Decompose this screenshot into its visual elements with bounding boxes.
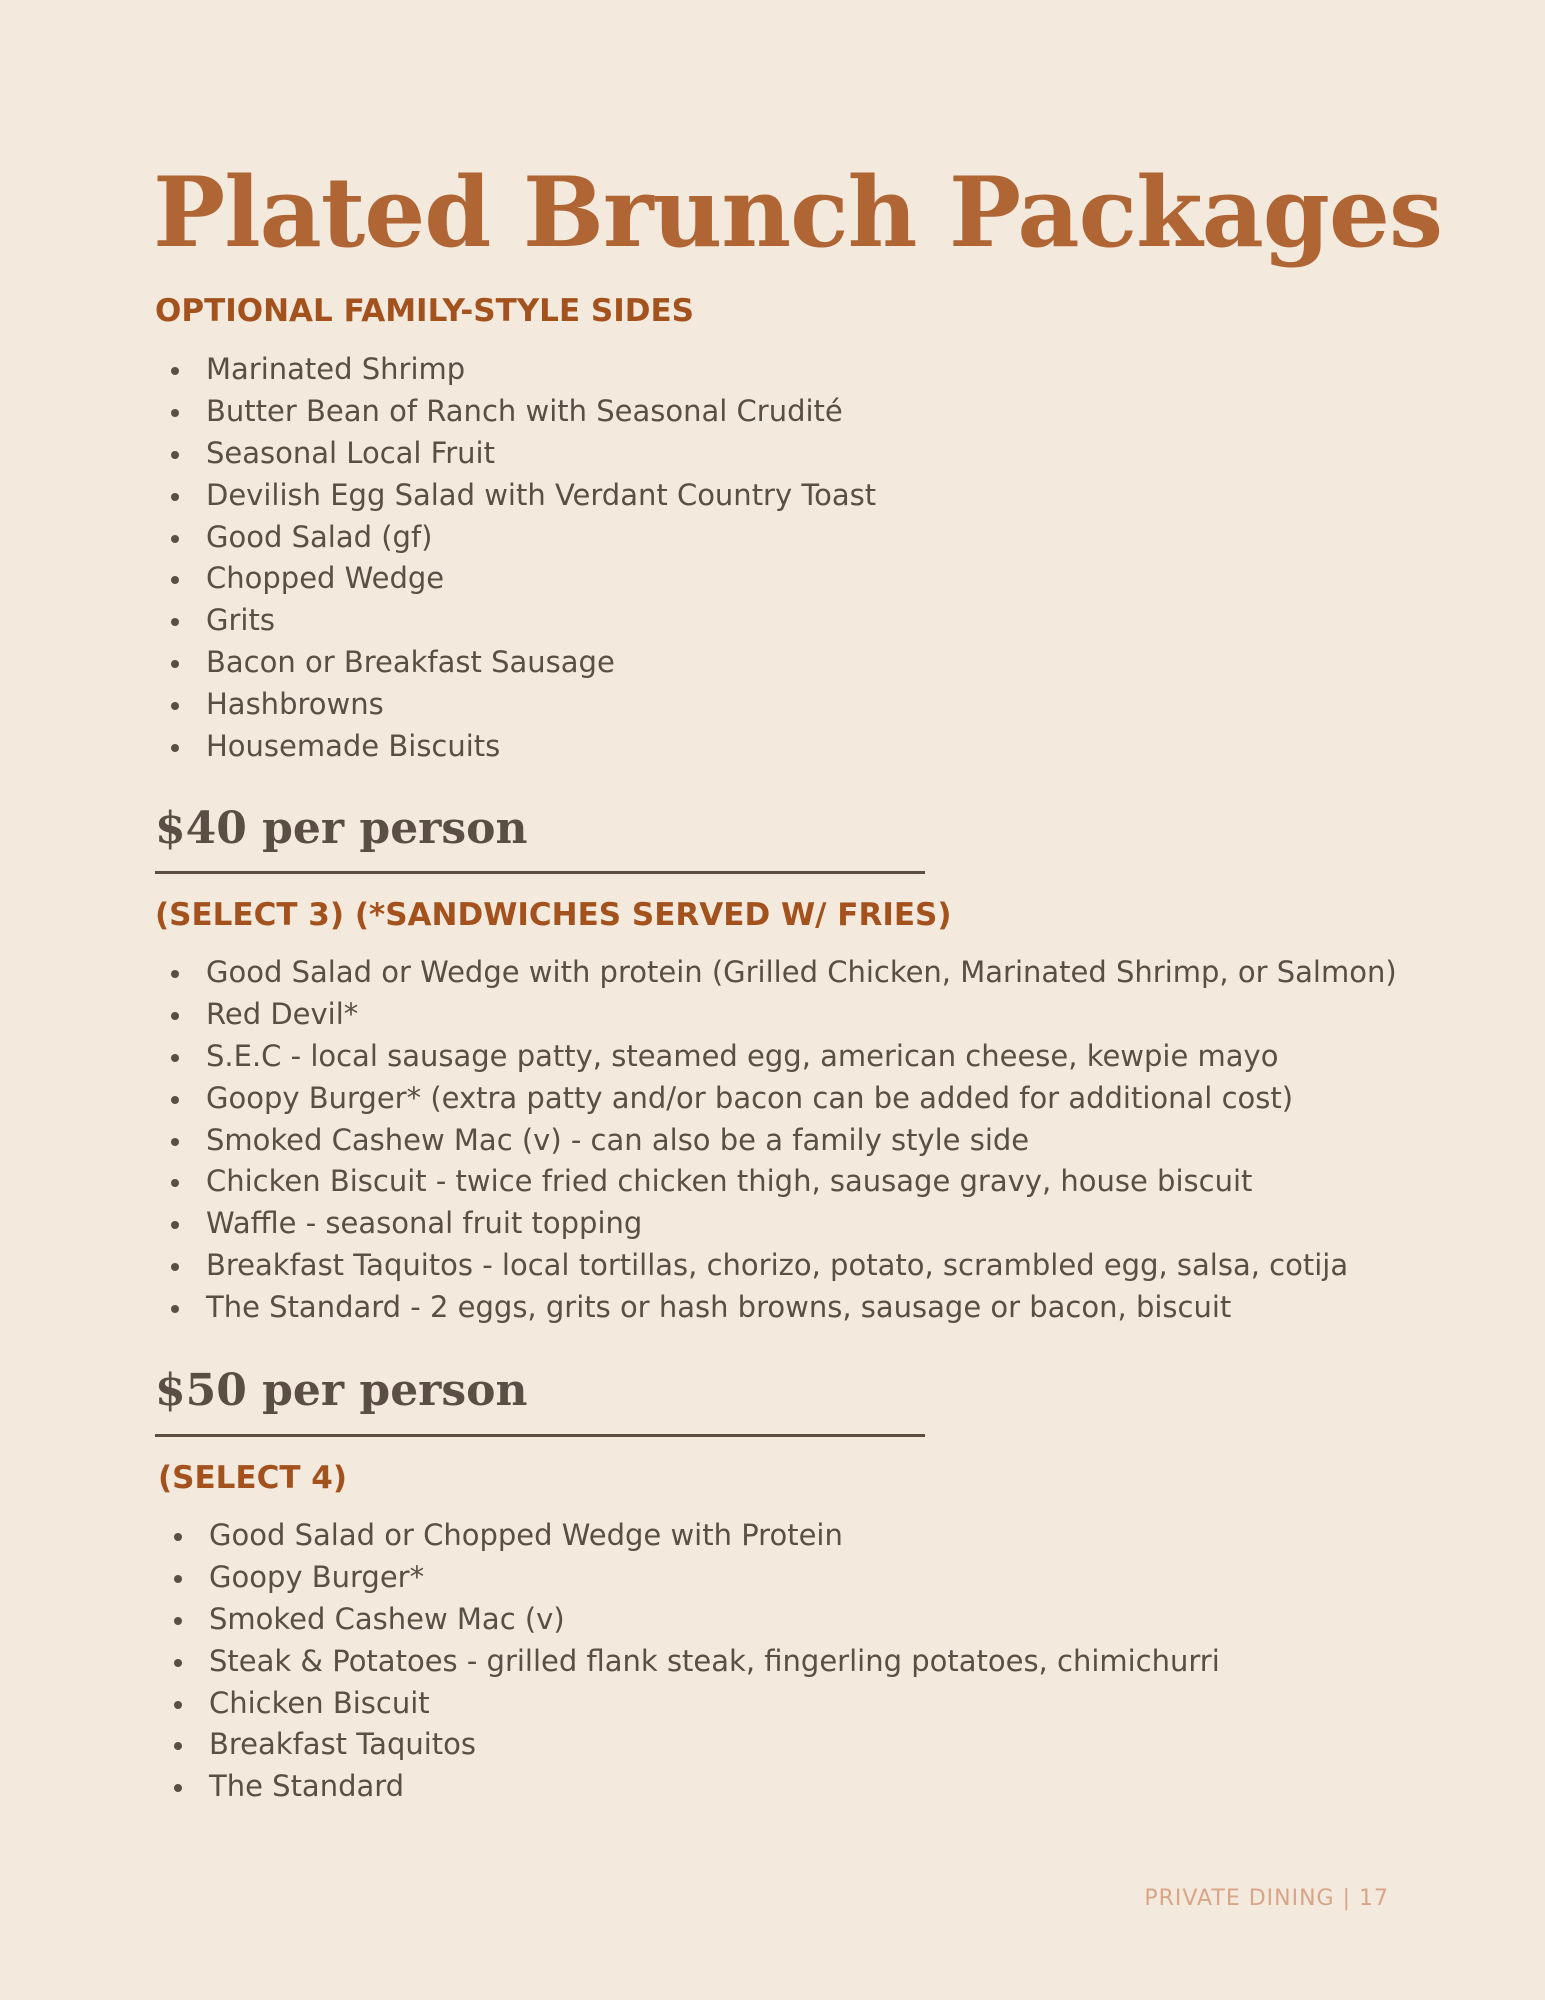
list-item: Devilish Egg Salad with Verdant Country Toast (168, 475, 876, 517)
list-item: Good Salad or Chopped Wedge with Protein (171, 1515, 1220, 1557)
list-item: Good Salad or Wedge with protein (Grilled Chicken, Marinated Shrimp, or Salmon) (168, 952, 1397, 994)
list-item: Goopy Burger* (extra patty and/or bacon can be added for additional cost) (168, 1078, 1397, 1120)
package-40-divider (155, 871, 925, 874)
package-50-price: $50 per person (155, 1365, 528, 1416)
package-40-heading: (SELECT 3) (*SANDWICHES SERVED W/ FRIES) (155, 897, 952, 933)
list-item: Hashbrowns (168, 684, 876, 726)
list-item: The Standard (171, 1766, 1220, 1808)
list-item: Waffle - seasonal fruit topping (168, 1203, 1397, 1245)
sides-list (168, 349, 876, 768)
list-item: Chicken Biscuit (171, 1683, 1220, 1725)
list-item: Breakfast Taquitos - local tortillas, chorizo, potato, scrambled egg, salsa, cotija (168, 1245, 1397, 1287)
list-item: Steak & Potatoes - grilled flank steak, fingerling potatoes, chimichurri (171, 1641, 1220, 1683)
package-40-list (168, 952, 1397, 1329)
list-item: Red Devil* (168, 994, 1397, 1036)
list-item: Breakfast Taquitos (171, 1724, 1220, 1766)
list-item: Grits (168, 600, 876, 642)
list-item: Butter Bean of Ranch with Seasonal Crudité (168, 391, 876, 433)
list-item: Seasonal Local Fruit (168, 433, 876, 475)
list-item: Housemade Biscuits (168, 726, 876, 768)
package-40-price: $40 per person (155, 803, 528, 854)
package-50-divider (155, 1434, 925, 1437)
list-item: Chopped Wedge (168, 558, 876, 600)
list-item: Goopy Burger* (171, 1557, 1220, 1599)
sides-heading: OPTIONAL FAMILY-STYLE SIDES (155, 293, 695, 329)
page-title: Plated Brunch Packages (153, 156, 1443, 269)
list-item: Smoked Cashew Mac (v) (171, 1599, 1220, 1641)
page-footer: PRIVATE DINING | 17 (1144, 1886, 1389, 1911)
package-50-heading: (SELECT 4) (158, 1460, 348, 1496)
list-item: Chicken Biscuit - twice fried chicken thigh, sausage gravy, house biscuit (168, 1161, 1397, 1203)
list-item: S.E.C - local sausage patty, steamed egg, american cheese, kewpie mayo (168, 1036, 1397, 1078)
list-item: Marinated Shrimp (168, 349, 876, 391)
list-item: Bacon or Breakfast Sausage (168, 642, 876, 684)
list-item: Good Salad (gf) (168, 517, 876, 559)
list-item: Smoked Cashew Mac (v) - can also be a family style side (168, 1120, 1397, 1162)
package-50-list (171, 1515, 1220, 1808)
list-item: The Standard - 2 eggs, grits or hash browns, sausage or bacon, biscuit (168, 1287, 1397, 1329)
